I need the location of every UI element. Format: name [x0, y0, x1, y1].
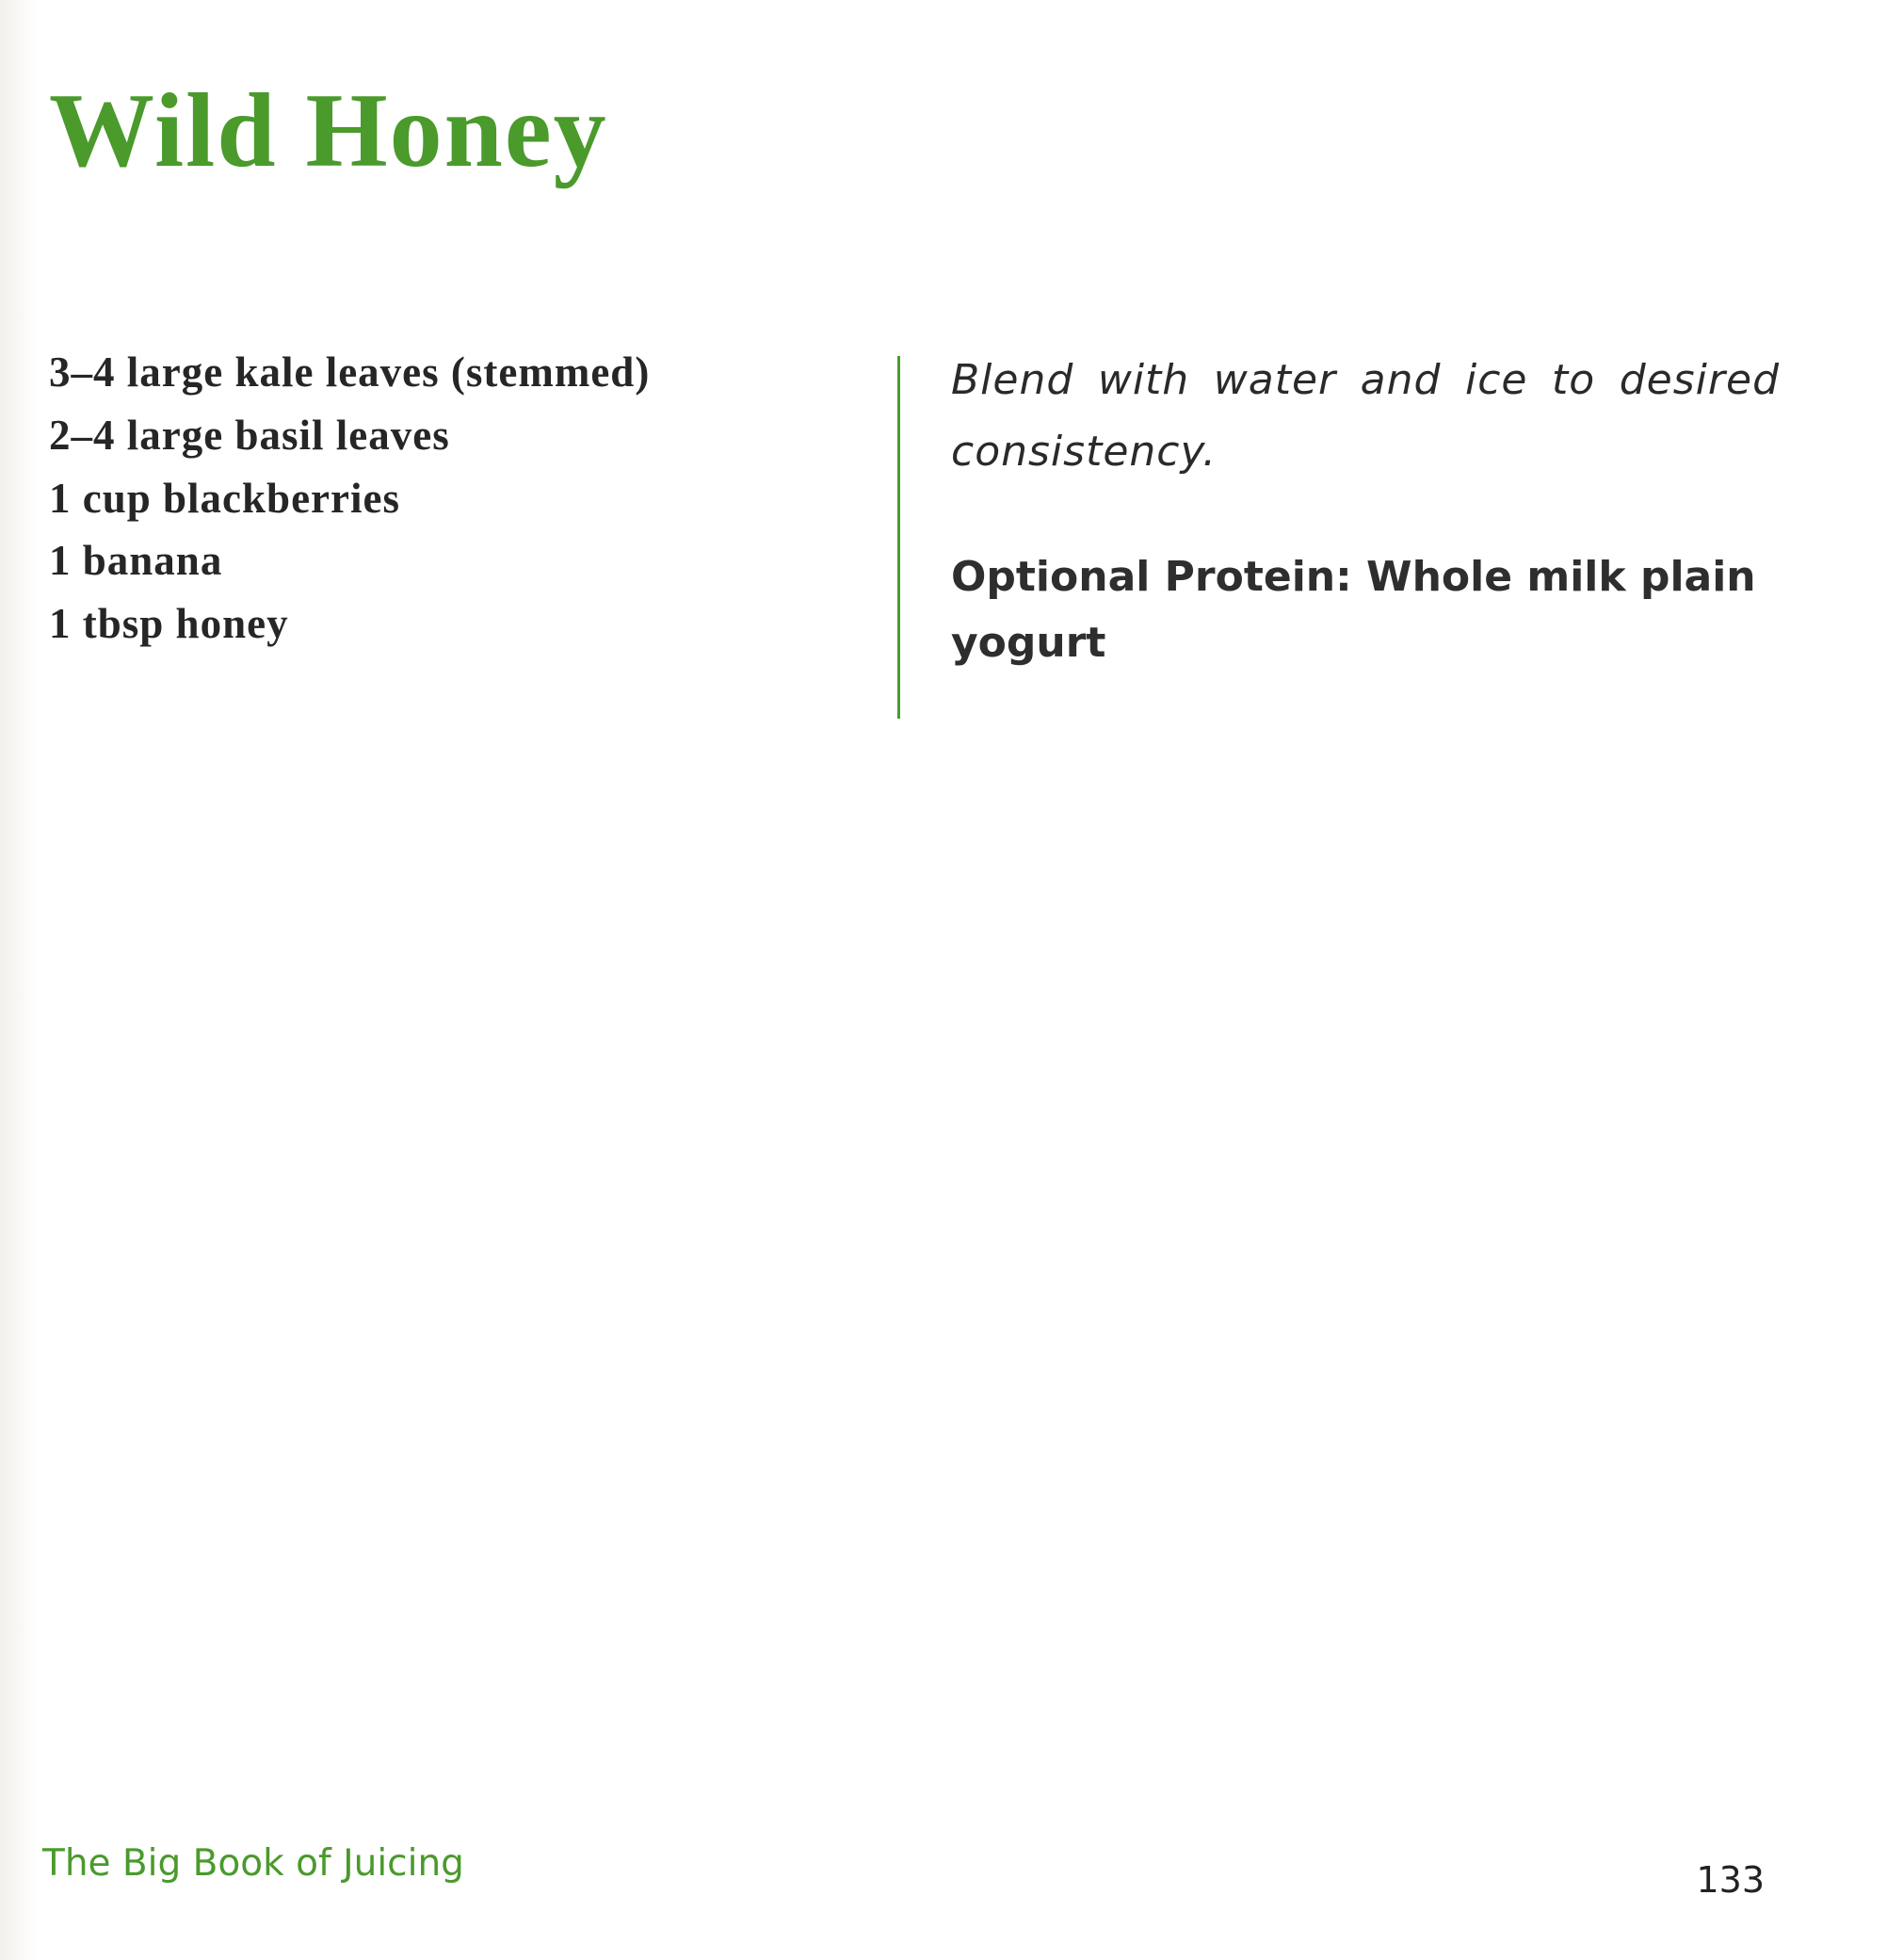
ingredient-list: [49, 343, 650, 657]
running-footer-title: The Big Book of Juicing: [42, 1842, 464, 1885]
optional-protein-text: Optional Protein: Whole milk plain yogurt: [951, 553, 1756, 667]
ingredient-item: 1 cup blackberries: [49, 474, 400, 522]
directions-column: [951, 345, 1780, 676]
column-divider: [897, 356, 900, 719]
ingredient-item: 3–4 large kale leaves (stemmed): [49, 348, 651, 396]
method-text: Blend with water and ice to desired consistency.: [951, 356, 1780, 476]
page-gutter-shadow: [0, 0, 38, 1960]
page-number: 133: [1696, 1859, 1765, 1901]
ingredient-item: 1 banana: [49, 537, 223, 585]
recipe-title: Wild Honey: [49, 73, 608, 189]
ingredient-item: 1 tbsp honey: [49, 600, 289, 648]
ingredient-item: 2–4 large basil leaves: [49, 411, 450, 459]
